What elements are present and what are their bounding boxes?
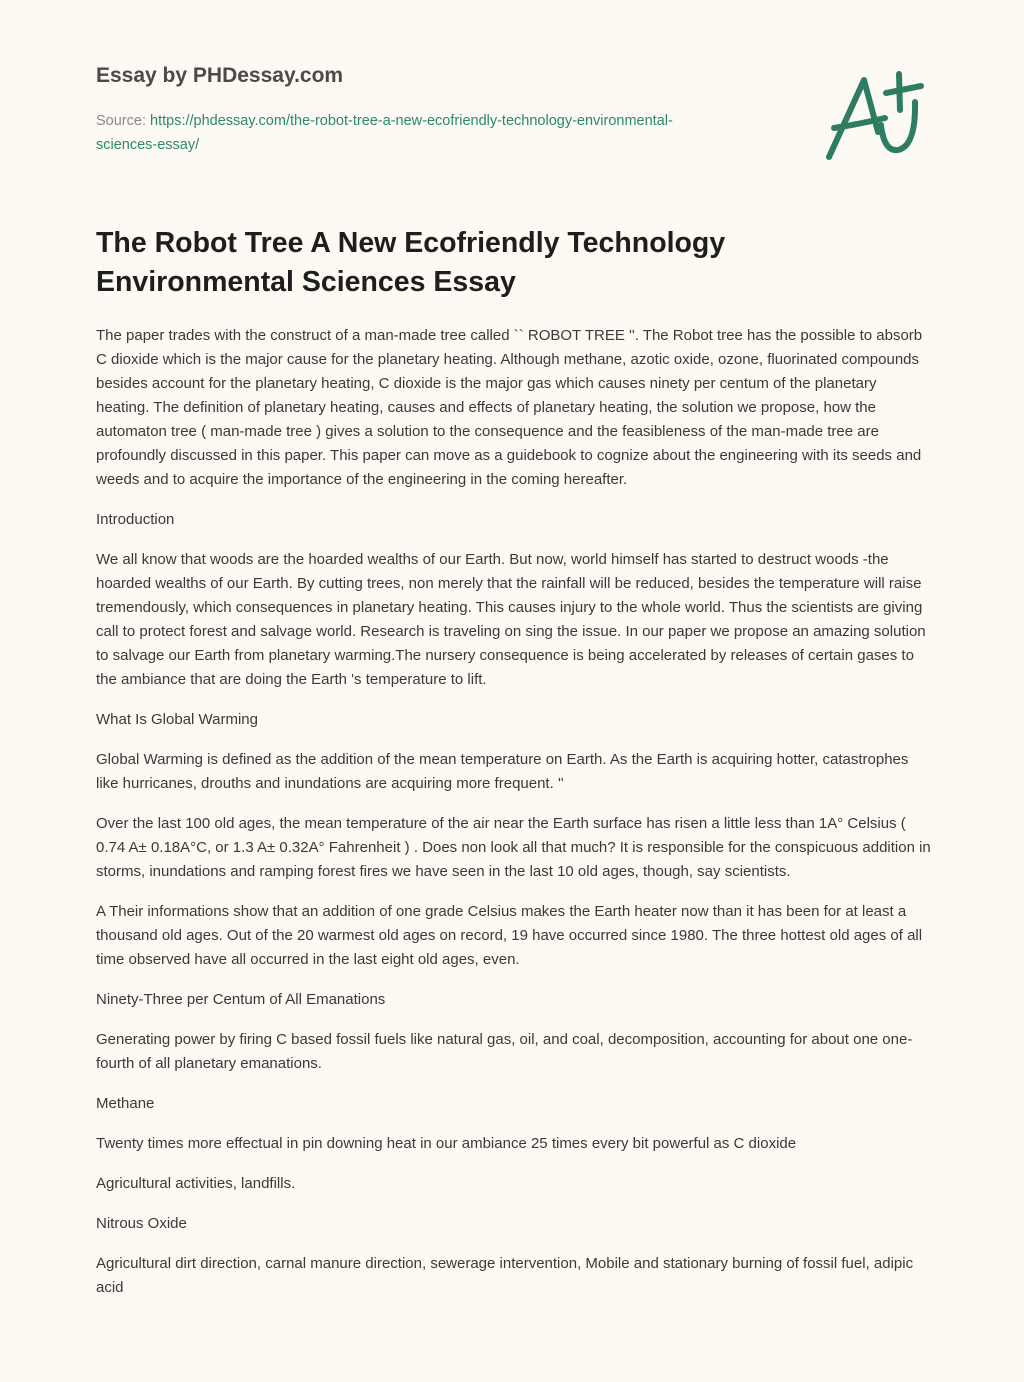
section-heading: What Is Global Warming (96, 711, 258, 728)
essay-title: The Robot Tree A New Ecofriendly Technology Environmental Sciences Essay (96, 227, 726, 298)
source-label: Source: (96, 113, 146, 129)
section-heading: Methane (96, 1095, 155, 1112)
section-heading: Nitrous Oxide (96, 1215, 187, 1232)
paragraph: Over the last 100 old ages, the mean temperature of the air near the Earth surface has risen a little less than 1A° Celsius ( 0.74 A± 0.18A°C, or 1.3 A± 0.32A° Fahrenheit ) . Does non look all that much? It is responsible for the conspicuous addition in storms, inundations and ramping forest fires we have seen in the last 10 old ages, though, say scientists. (96, 815, 931, 880)
essay-body (96, 324, 932, 1316)
section-heading: Ninety-Three per Centum of All Emanations (96, 991, 386, 1008)
source-line (96, 109, 716, 157)
site-title: Essay by PHDessay.com (96, 64, 344, 87)
paragraph: Agricultural activities, landfills. (96, 1175, 296, 1192)
paragraph: We all know that woods are the hoarded wealths of our Earth. But now, world himself has started to destruct woods -the hoarded wealths of our Earth. By cutting trees, non merely that the rainfall will be reduced, besides the temperature will raise tremendously, which consequences in planetary heating. This causes injury to the whole world. Thus the scientists are giving call to protect forest and salvage world. Research is traveling on sing the issue. In our paper we propose an amazing solution to salvage our Earth from planetary warming.The nursery consequence is being accelerated by releases of certain gases to the ambiance that are doing the Earth 's temperature to lift. (96, 551, 926, 688)
paragraph: A Their informations show that an addition of one grade Celsius makes the Earth heater now than it has been for at least a thousand old ages. Out of the 20 warmest old ages on record, 19 have occurred since 1980. The three hottest old ages of all time observed have all occurred in the last eight old ages, even. (96, 903, 923, 968)
paragraph: Generating power by firing C based fossil fuels like natural gas, oil, and coal, decomposition, accounting for about one one-fourth of all planetary emanations. (96, 1031, 913, 1072)
paragraph: Agricultural dirt direction, carnal manure direction, sewerage intervention, Mobile and stationary burning of fossil fuel, adipic acid (96, 1255, 914, 1296)
paragraph: Global Warming is defined as the addition of the mean temperature on Earth. As the Earth is acquiring hotter, catastrophes like hurricanes, drouths and inundations are acquiring more frequent. '' (96, 751, 909, 792)
section-heading: Introduction (96, 511, 175, 528)
source-link[interactable]: https://phdessay.com/the-robot-tree-a-new-ecofriendly-technology-environmental-sciences-essay/ (96, 113, 673, 153)
paragraph: Twenty times more effectual in pin downing heat in our ambiance 25 times every bit powerful as C dioxide (96, 1135, 797, 1152)
a-plus-logo-icon (818, 62, 938, 172)
paragraph: The paper trades with the construct of a man-made tree called `` ROBOT TREE ''. The Robot tree has the possible to absorb C dioxide which is the major cause for the planetary heating. Although methane, azotic oxide, ozone, fluorinated compounds besides account for the planetary heating, C dioxide is the major gas which causes ninety per centum of the planetary heating. The definition of planetary heating, causes and effects of planetary heating, the solution we propose, how the automaton tree ( man-made tree ) gives a solution to the consequence and the feasibleness of the man-made tree are profoundly discussed in this paper. This paper can move as a guidebook to cognize about the engineering with its seeds and weeds and to acquire the importance of the engineering in the coming hereafter. (96, 327, 923, 488)
